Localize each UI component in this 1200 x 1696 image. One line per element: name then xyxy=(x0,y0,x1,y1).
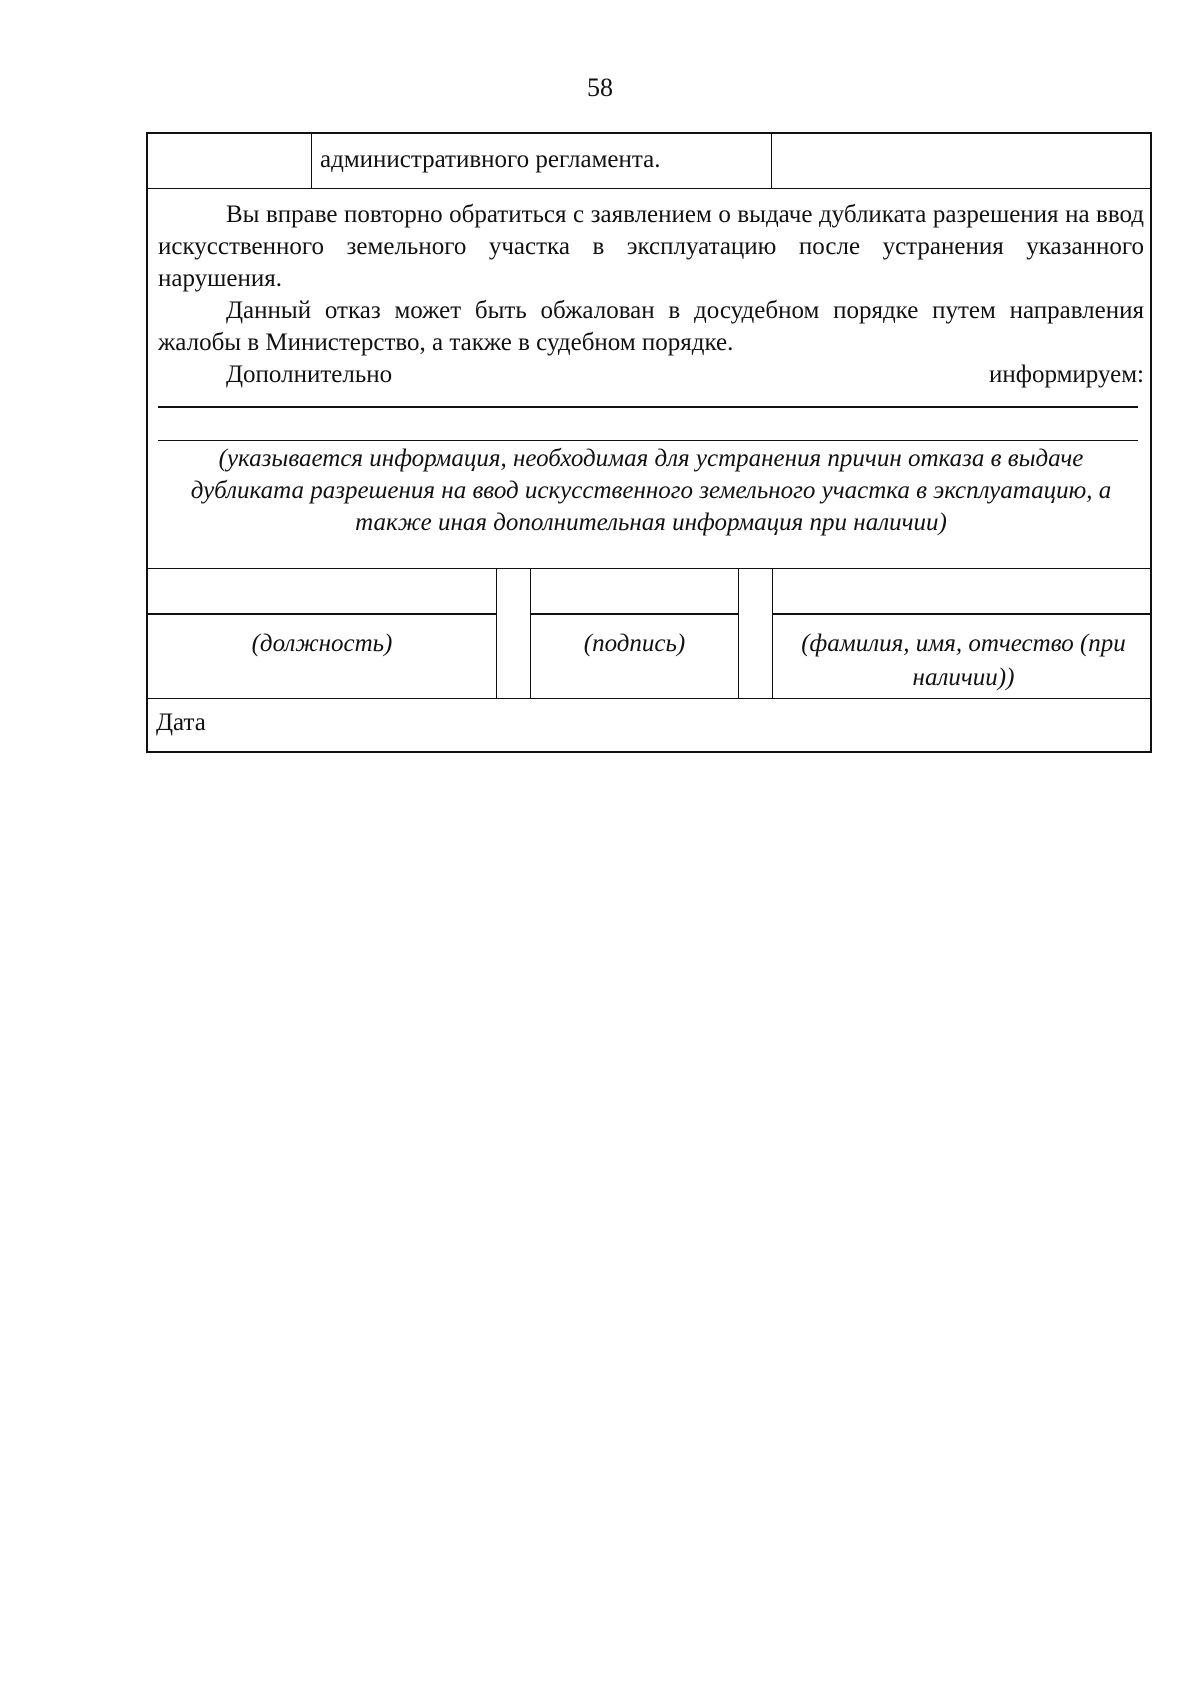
date-row: Дата xyxy=(156,709,206,736)
signature-row xyxy=(148,569,1150,699)
additional-info-line xyxy=(158,359,1144,391)
regulation-cell: административного регламента. xyxy=(312,134,772,188)
notice-body xyxy=(148,189,1150,569)
blank-fill-line-1 xyxy=(158,406,1138,408)
name-label: (фамилия, имя, отчество (при наличии)) xyxy=(801,630,1126,691)
position-label: (должность) xyxy=(251,630,393,657)
table-row-top xyxy=(148,134,1150,189)
signature-line xyxy=(531,613,738,615)
empty-cell-left xyxy=(148,134,312,188)
position-cell xyxy=(148,569,497,699)
page-number: 58 xyxy=(587,73,613,102)
signature-cell xyxy=(531,569,739,699)
blank-fill-line-2 xyxy=(158,440,1138,442)
spacer-cell-2 xyxy=(739,569,773,699)
paragraph-appeal: Данный отказ может быть обжалован в досудебном порядке путем направления жалобы в Министерство, а также в судебном порядке. xyxy=(158,297,1144,356)
fill-instruction: (указывается информация, необходимая для устранения причин отказа в выдаче дубликата разрешения на ввод искусственного земельного участка в эксплуатацию, а также иная дополнительная информация при наличии) xyxy=(190,445,1112,536)
additional-label: Дополнительно xyxy=(226,361,393,388)
signature-label: (подпись) xyxy=(583,630,686,657)
inform-label: информируем: xyxy=(989,361,1144,388)
name-line xyxy=(773,613,1150,615)
empty-cell-right xyxy=(772,134,1150,188)
name-cell xyxy=(773,569,1150,699)
spacer-cell-1 xyxy=(497,569,531,699)
paragraph-reapply: Вы вправе повторно обратиться с заявлением о выдаче дубликата разрешения на ввод искусственного земельного участка в эксплуатацию после устранения указанного нарушения. xyxy=(158,201,1144,292)
position-line xyxy=(148,613,496,615)
refusal-form-table xyxy=(146,132,1152,753)
